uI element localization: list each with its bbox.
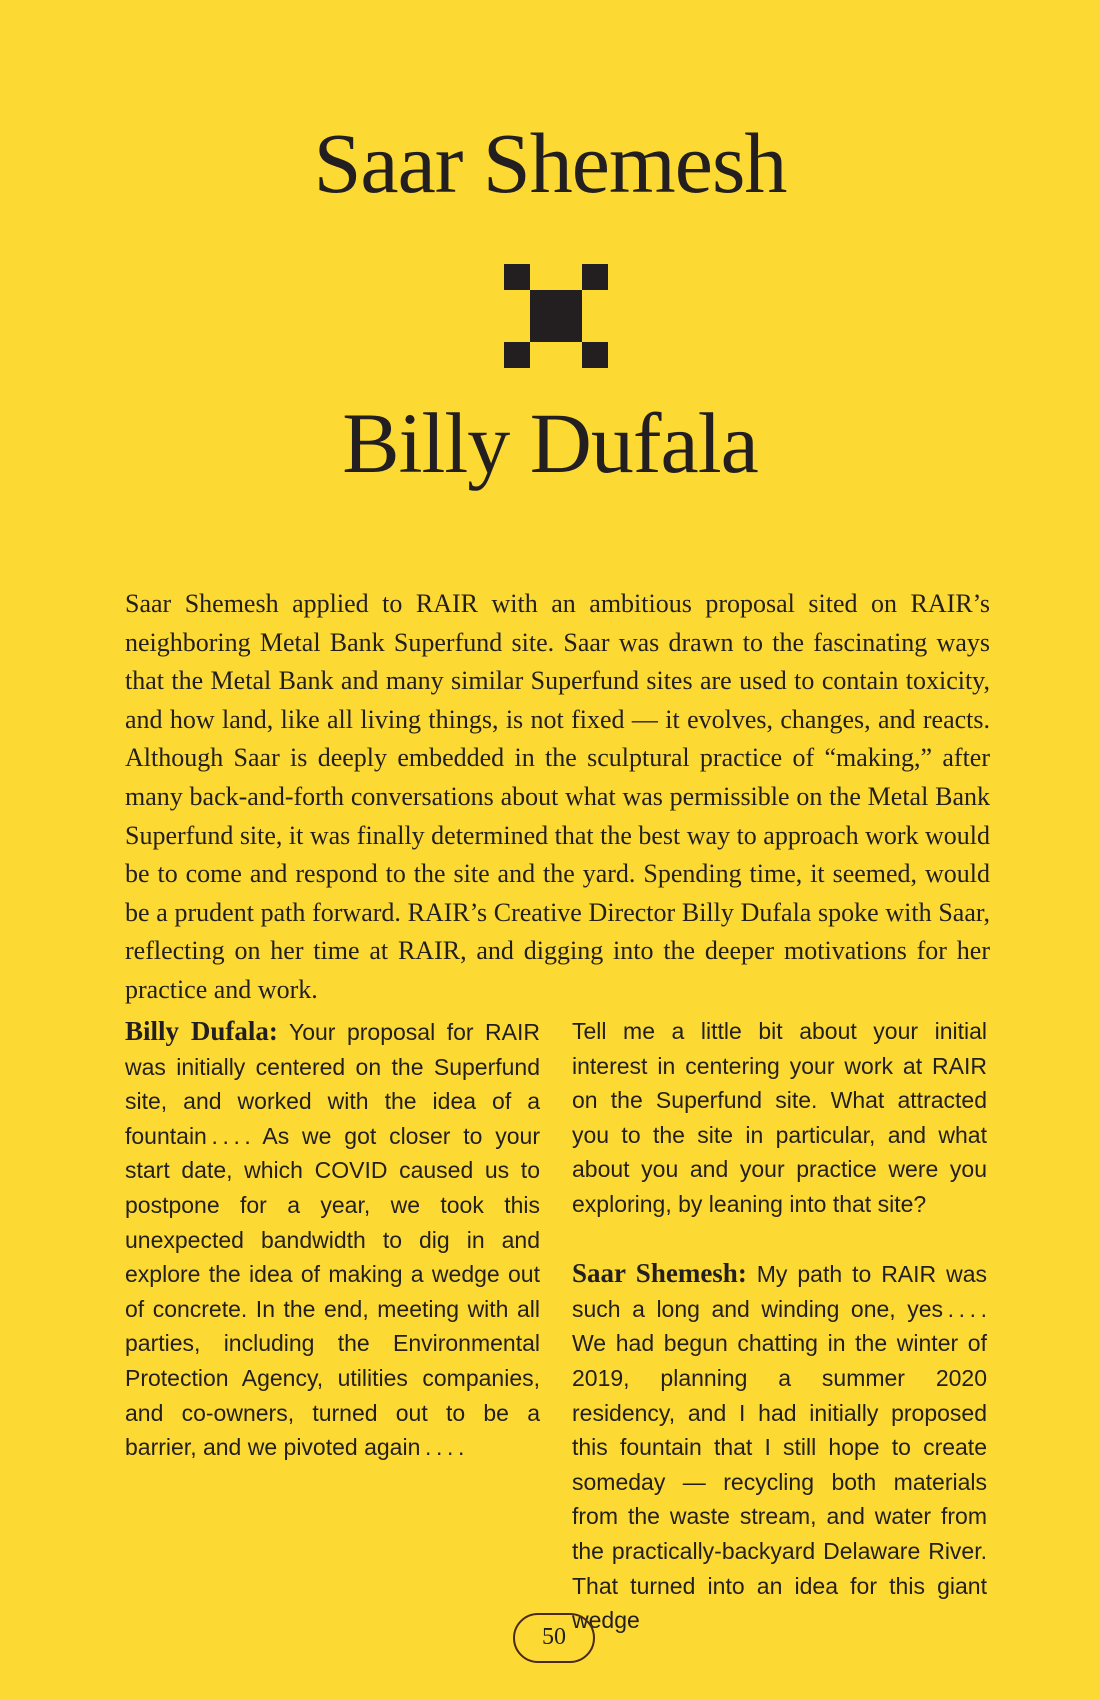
title-name-bottom: Billy Dufala: [342, 395, 758, 491]
question-paragraph-overflow: Tell me a little bit about your initial interest in centering your work at RAIR on the Superfund site. What attracted you to the site in particular, and what about you and your practice were you exploring, by leaning into that site?: [572, 1018, 987, 1217]
answer-text: My path to RAIR was such a long and winding one, yes . . . . We had begun chatting in the winter of 2019, planning a summer 2020 residency, and I had initially proposed this fountain that I still hope to create someday — recycling both materials from the waste stream, and water from the practically-backyard Delaware River. That turned into an idea for this giant wedge: [572, 1261, 987, 1634]
pixel-x-icon: [504, 264, 608, 368]
intro-paragraph: Saar Shemesh applied to RAIR with an ambitious proposal sited on RAIR’s neighboring Metal Bank Superfund site. Saar was drawn to the fascinating ways that the Metal Bank and many similar Superfund sites are used to contain toxicity, and how land, like all living things, is not fixed — it evolves, changes, and reacts. Although Saar is deeply embedded in the sculptural practice of “making,” after many back-and-forth conversations about what was permissible on the Metal Bank Superfund site, it was finally determined that the best way to approach work would be to come and respond to the site and the yard. Spending time, it seemed, would be a prudent path forward. RAIR’s Creative Director Billy Dufala spoke with Saar, reflecting on her time at RAIR, and digging into the deeper motivations for her practice and work.: [125, 589, 991, 1004]
question-paragraph: [125, 1014, 540, 1465]
page-number: 50: [513, 1613, 595, 1663]
title-name-top: Saar Shemesh: [313, 115, 787, 211]
answer-paragraph: [572, 1256, 987, 1638]
column-left: [125, 1014, 540, 1465]
speaker-label-artist: Saar Shemesh:: [572, 1258, 747, 1289]
speaker-label-interviewer: Billy Dufala:: [125, 1016, 278, 1046]
question-text: Your proposal for RAIR was initially centered on the Superfund site, and worked with the idea of a fountain . . . . As we got closer to your start date, which COVID caused us to postpone for a year, we took this unexpected bandwidth to dig in and explore the idea of making a wedge out of concrete. In the end, meeting with all parties, including the Environmental Protection Agency, utilities companies, and co-owners, turned out to be a barrier, and we pivoted again . . . .: [125, 1019, 541, 1461]
column-right: [572, 1014, 987, 1638]
